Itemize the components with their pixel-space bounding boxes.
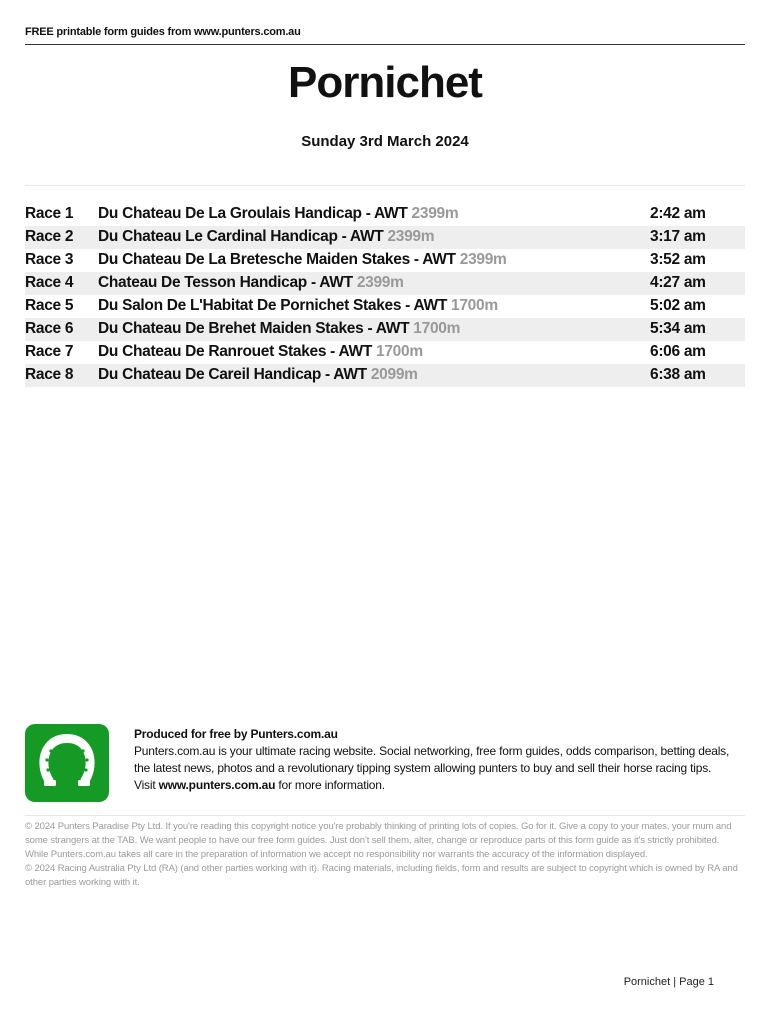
race-distance: 2399m [459, 251, 507, 268]
race-row [25, 272, 745, 295]
copyright-punters: © 2024 Punters Paradise Pty Ltd. If you're reading this copyright notice you're probably thinking of printing lots of copies. Go for it. Give a copy to your mates, your mum and some strangers at the TAB. We want people to have our free form guides. Just don't sell them, alter, change or reproduce parts of this form guide as it's strictly prohibited. [25, 821, 732, 846]
race-name: Du Salon De L'Habitat De Pornichet Stakes - AWT 1700m [98, 297, 498, 314]
race-name: Du Chateau De La Groulais Handicap - AWT 2399m [98, 205, 459, 222]
race-time: 3:52 am [650, 251, 706, 268]
race-name: Chateau De Tesson Handicap - AWT 2399m [98, 274, 404, 291]
disclaimer: While Punters.com.au takes all care in the preparation of information we accept no responsibility nor warrants the accuracy of the information displayed. [25, 849, 648, 860]
promo-heading: Produced for free by Punters.com.au [134, 727, 338, 741]
race-distance: 1700m [451, 297, 498, 314]
horseshoe-icon [36, 732, 98, 794]
race-date: Sunday 3rd March 2024 [301, 133, 469, 150]
race-name: Du Chateau Le Cardinal Handicap - AWT 2399m [98, 228, 435, 245]
race-time: 2:42 am [650, 205, 706, 222]
race-list [25, 203, 745, 387]
race-time: 4:27 am [650, 274, 706, 291]
race-number: Race 2 [25, 228, 74, 245]
race-row [25, 249, 745, 272]
race-time: 6:06 am [650, 343, 706, 360]
race-number: Race 3 [25, 251, 74, 268]
race-time: 6:38 am [650, 366, 706, 383]
race-distance: 2399m [411, 205, 459, 222]
race-name: Du Chateau De Ranrouet Stakes - AWT 1700m [98, 343, 423, 360]
race-number: Race 4 [25, 274, 74, 291]
race-number: Race 5 [25, 297, 74, 314]
race-number: Race 8 [25, 366, 74, 383]
page-title: Pornichet [288, 58, 482, 107]
race-row [25, 318, 745, 341]
race-name: Du Chateau De La Bretesche Maiden Stakes - AWT 2399m [98, 251, 507, 268]
promo-visit: Visit www.punters.com.au for more information. [134, 778, 385, 792]
race-distance: 2399m [356, 274, 404, 291]
race-row [25, 226, 745, 249]
punters-link[interactable]: www.punters.com.au [158, 778, 276, 792]
race-distance: 1700m [376, 343, 423, 360]
divider [25, 185, 745, 186]
race-row [25, 203, 745, 226]
race-time: 3:17 am [650, 228, 706, 245]
race-row [25, 295, 745, 318]
divider [25, 815, 745, 816]
race-name: Du Chateau De Brehet Maiden Stakes - AWT 1700m [98, 320, 461, 337]
copyright-racing-australia: © 2024 Racing Australia Pty Ltd (RA) (and other parties working with it). Racing materials, including fields, form and results are subject to copyright which is owned by RA and other parties working with it. [25, 863, 738, 888]
header-tagline: FREE printable form guides from www.punters.com.au [25, 26, 745, 45]
promo-body: Punters.com.au is your ultimate racing website. Social networking, free form guides, odds comparison, betting deals, the latest news, photos and a revolutionary tipping system allowing punters to buy and sell their horse racing tips. [134, 744, 730, 775]
race-time: 5:34 am [650, 320, 706, 337]
race-time: 5:02 am [650, 297, 706, 314]
page-footer: Pornichet | Page 1 [623, 976, 714, 988]
punters-logo [25, 724, 109, 802]
race-distance: 2099m [370, 366, 418, 383]
race-number: Race 6 [25, 320, 74, 337]
promo-block [134, 726, 746, 794]
race-row [25, 341, 745, 364]
race-distance: 1700m [413, 320, 461, 337]
legal-notice [25, 820, 745, 890]
race-row [25, 364, 745, 387]
race-number: Race 1 [25, 205, 74, 222]
race-number: Race 7 [25, 343, 74, 360]
race-distance: 2399m [387, 228, 435, 245]
race-name: Du Chateau De Careil Handicap - AWT 2099m [98, 366, 418, 383]
